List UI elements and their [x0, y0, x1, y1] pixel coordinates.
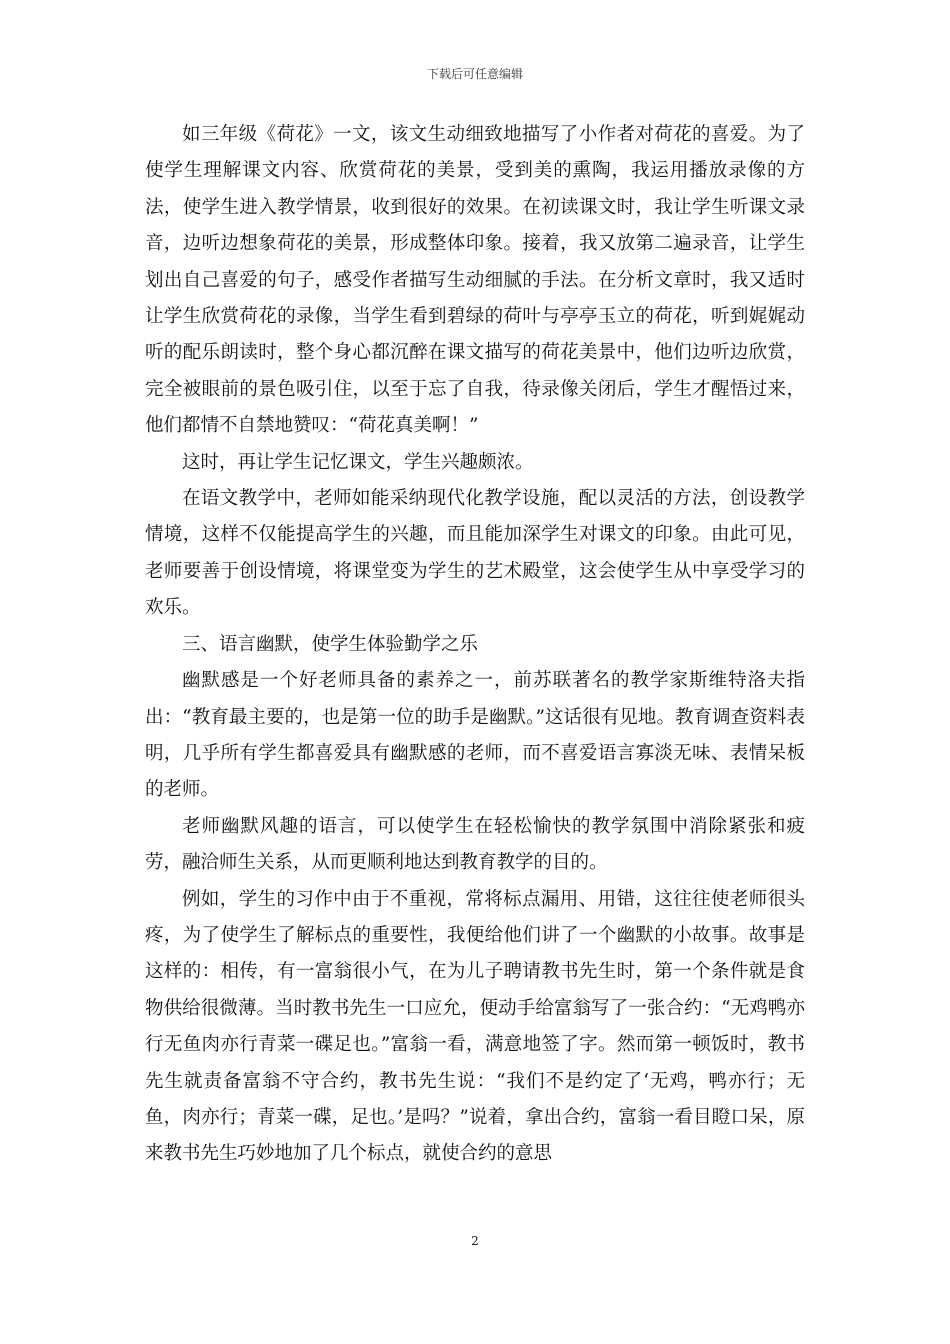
paragraph-punctuation-story: 例如，学生的习作中由于不重视，常将标点漏用、用错，这往往使老师很头疼，为了使学生了解标点的重要性，我便给他们讲了一个幽默的小故事。故事是这样的：相传，有一富翁很小气，在为儿子聘请教书先生时，第一个条件就是食物供给很微薄。当时教书先生一口应允，便动手给富翁写了一张合约：“无鸡鸭亦行无鱼肉亦行青菜一碟足也。”富翁一看，满意地签了字。然而第一顿饭时，教书先生就责备富翁不守合约，教书先生说：“我们不是约定了‘无鸡，鸭亦行；无鱼，肉亦行；青菜一碟，足也。’是吗？”说着，拿出合约，富翁一看目瞪口呆，原来教书先生巧妙地加了几个标点，就使合约的意思	[145, 888, 805, 1165]
paragraph-humor-quote: 幽默感是一个好老师具备的素养之一，前苏联著名的教学家斯维特洛夫指出：“教育最主要的，也是第一位的助手是幽默。”这话很有见地。教育调查资料表明，几乎所有学生都喜爱具有幽默感的老师，而不喜爱语言寡淡无味、表情呆板的老师。	[145, 670, 805, 801]
paragraph-memorize: 这时，再让学生记忆课文，学生兴趣颇浓。	[182, 451, 534, 473]
paragraph-teaching-situation: 在语文教学中，老师如能采纳现代化教学设施，配以灵活的方法，创设教学情境，这样不仅能提高学生的兴趣，而且能加深学生对课文的印象。由此可见，老师要善于创设情境，将课堂变为学生的艺术殿堂，这会使学生从中享受学习的欢乐。	[145, 488, 805, 619]
paragraph-lotus-example: 如三年级《荷花》一文，该文生动细致地描写了小作者对荷花的喜爱。为了使学生理解课文内容、欣赏荷花的美景，受到美的熏陶，我运用播放录像的方法，使学生进入教学情景，收到很好的效果。在初读课文时，我让学生听课文录音，边听边想象荷花的美景，形成整体印象。接着，我又放第二遍录音，让学生划出自己喜爱的句子，感受作者描写生动细腻的手法。在分析文章时，我又适时让学生欣赏荷花的录像，当学生看到碧绿的荷叶与亭亭玉立的荷花，听到娓娓动听的配乐朗读时，整个身心都沉醉在课文描写的荷花美景中，他们边听边欣赏，完全被眼前的景色吸引住，以至于忘了自我，待录像关闭后，学生才醒悟过来，他们都情不自禁地赞叹：“荷花真美啊！”	[145, 124, 805, 437]
section-heading-humor: 三、语言幽默，使学生体验勤学之乐	[182, 633, 479, 655]
paragraph-humor-language: 老师幽默风趣的语言，可以使学生在轻松愉快的教学氛围中消除紧张和疲劳，融洽师生关系，从而更顺利地达到教育教学的目的。	[145, 815, 805, 874]
document-body	[145, 117, 805, 1173]
page-number: 2	[471, 1234, 479, 1248]
page-header: 下载后可任意编辑	[426, 67, 523, 81]
